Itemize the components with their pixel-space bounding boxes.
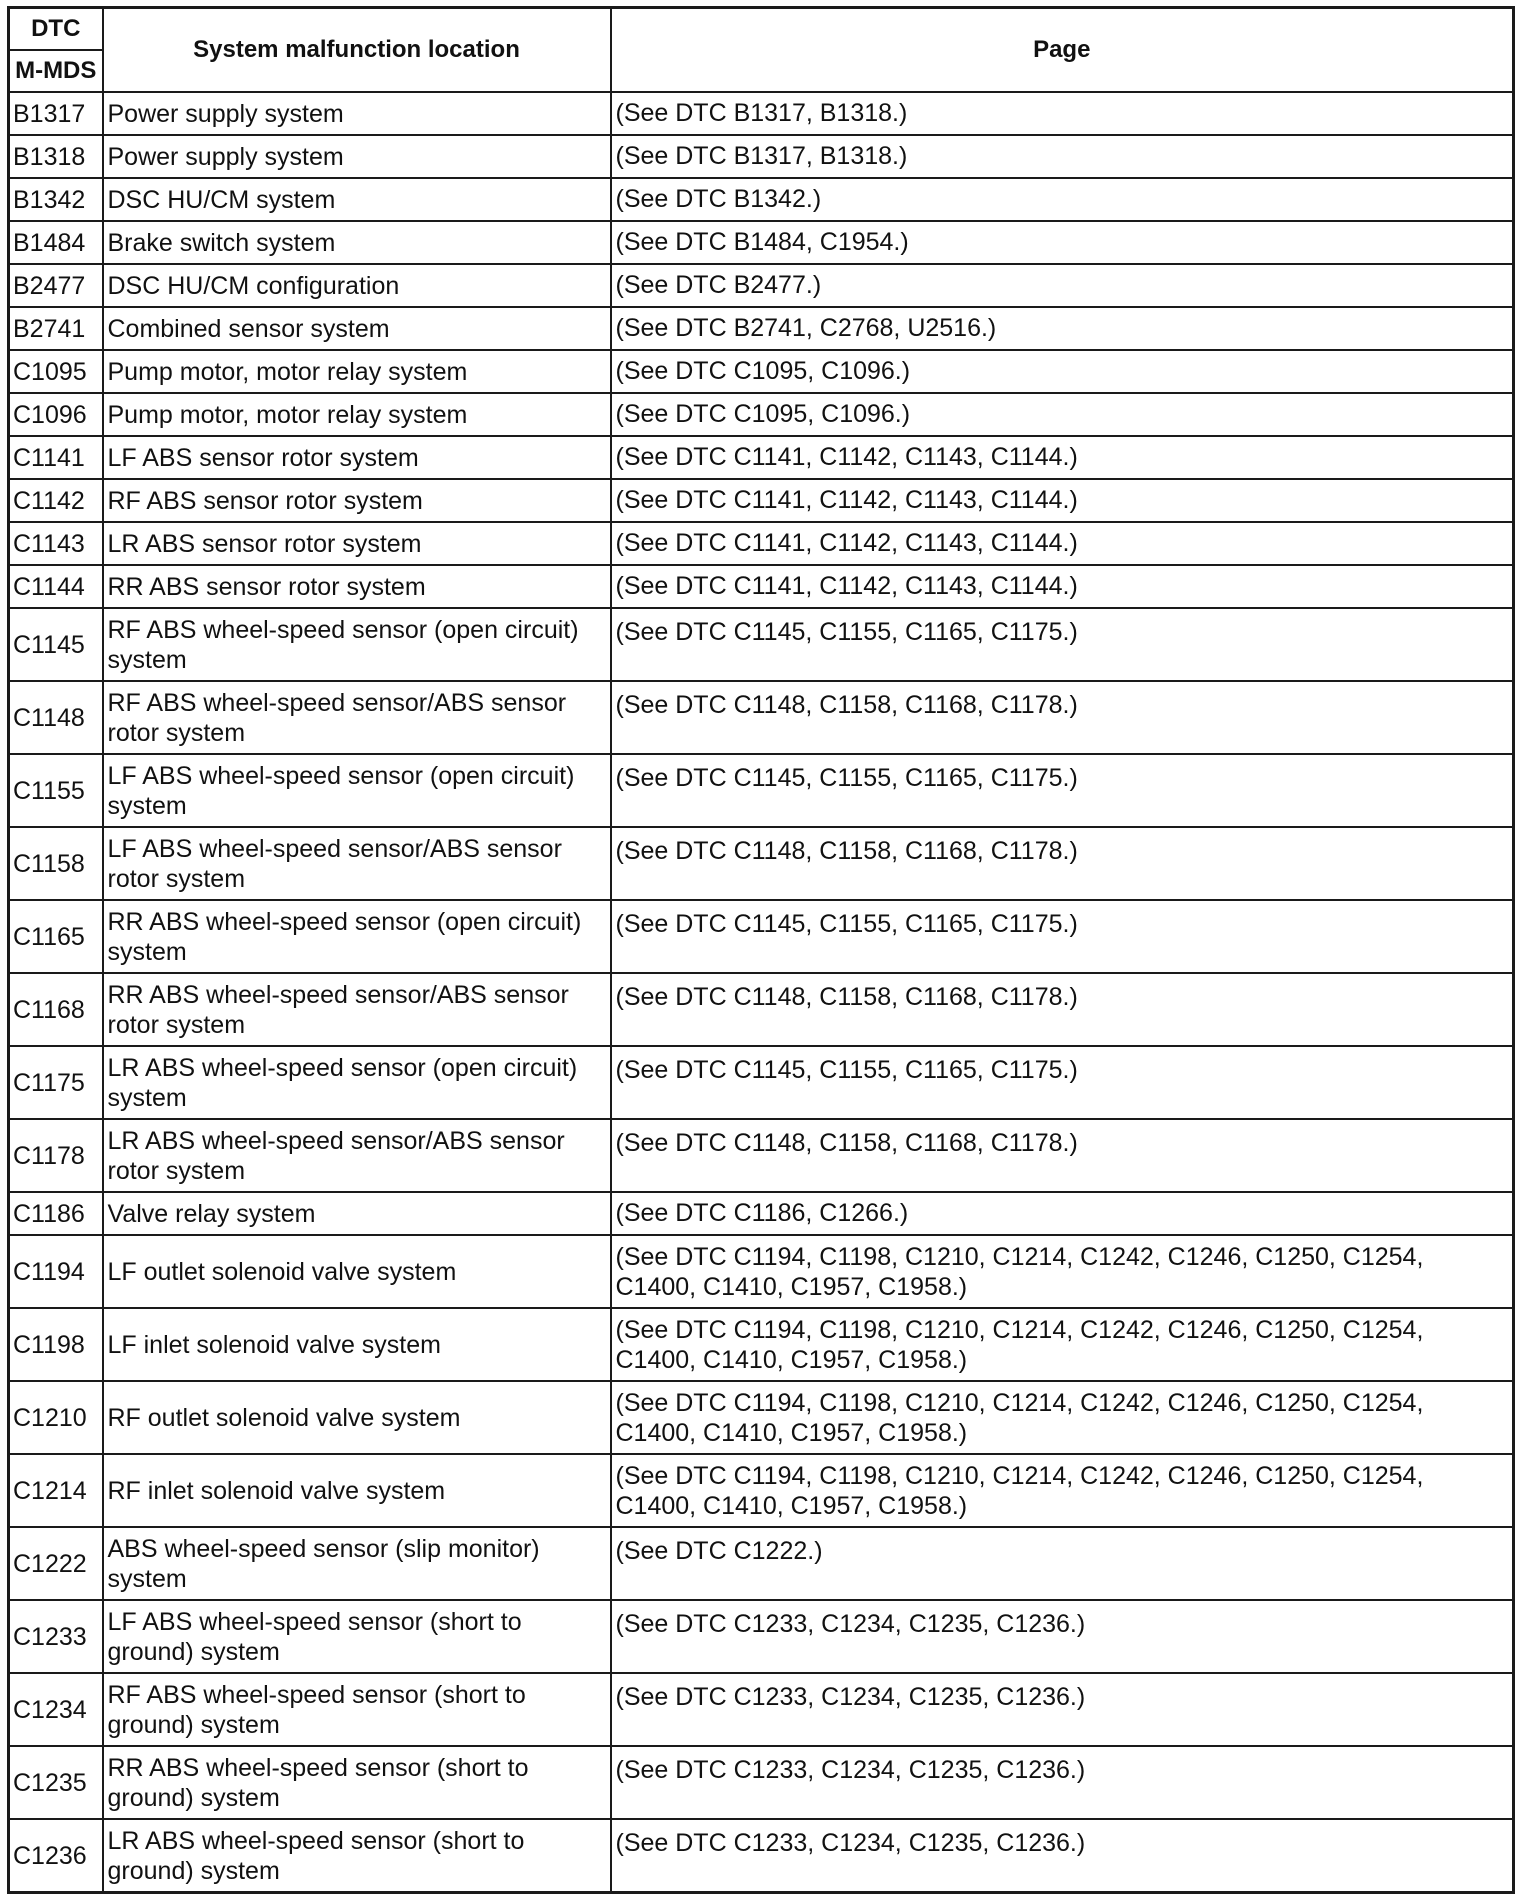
malfunction-location: LF ABS wheel-speed sensor/ABS sensor rotor system bbox=[103, 827, 611, 900]
page-reference: (See DTC C1233, C1234, C1235, C1236.) bbox=[611, 1819, 1514, 1893]
malfunction-location: Valve relay system bbox=[103, 1192, 611, 1235]
malfunction-location: RF outlet solenoid valve system bbox=[103, 1381, 611, 1454]
dtc-code: C1175 bbox=[9, 1046, 103, 1119]
table-row bbox=[9, 350, 1514, 393]
page-reference: (See DTC C1148, C1158, C1168, C1178.) bbox=[611, 1119, 1514, 1192]
table-row bbox=[9, 92, 1514, 135]
malfunction-location: RF ABS sensor rotor system bbox=[103, 479, 611, 522]
dtc-code: C1186 bbox=[9, 1192, 103, 1235]
page-reference: (See DTC C1194, C1198, C1210, C1214, C1242, C1246, C1250, C1254, C1400, C1410, C1957, C1958.) bbox=[611, 1381, 1514, 1454]
malfunction-location: Power supply system bbox=[103, 135, 611, 178]
malfunction-location: RF ABS wheel-speed sensor (open circuit) system bbox=[103, 608, 611, 681]
page-reference: (See DTC C1148, C1158, C1168, C1178.) bbox=[611, 973, 1514, 1046]
malfunction-location: LF inlet solenoid valve system bbox=[103, 1308, 611, 1381]
malfunction-location: LR ABS wheel-speed sensor/ABS sensor rotor system bbox=[103, 1119, 611, 1192]
page-reference: (See DTC C1141, C1142, C1143, C1144.) bbox=[611, 522, 1514, 565]
table-row bbox=[9, 900, 1514, 973]
table-row bbox=[9, 827, 1514, 900]
dtc-code: C1165 bbox=[9, 900, 103, 973]
malfunction-location: RR ABS wheel-speed sensor/ABS sensor rotor system bbox=[103, 973, 611, 1046]
dtc-code: C1194 bbox=[9, 1235, 103, 1308]
table-row bbox=[9, 1192, 1514, 1235]
dtc-code: C1168 bbox=[9, 973, 103, 1046]
malfunction-location: LF ABS wheel-speed sensor (short to ground) system bbox=[103, 1600, 611, 1673]
malfunction-location: Brake switch system bbox=[103, 221, 611, 264]
dtc-code: B2741 bbox=[9, 307, 103, 350]
table-row bbox=[9, 1600, 1514, 1673]
header-location: System malfunction location bbox=[103, 8, 611, 93]
page-reference: (See DTC C1141, C1142, C1143, C1144.) bbox=[611, 565, 1514, 608]
malfunction-location: Combined sensor system bbox=[103, 307, 611, 350]
malfunction-location: RR ABS sensor rotor system bbox=[103, 565, 611, 608]
table-row bbox=[9, 1119, 1514, 1192]
dtc-code: C1155 bbox=[9, 754, 103, 827]
dtc-code: C1145 bbox=[9, 608, 103, 681]
page-reference: (See DTC B1317, B1318.) bbox=[611, 92, 1514, 135]
dtc-code: C1210 bbox=[9, 1381, 103, 1454]
dtc-code: C1141 bbox=[9, 436, 103, 479]
dtc-code: B2477 bbox=[9, 264, 103, 307]
malfunction-location: LF outlet solenoid valve system bbox=[103, 1235, 611, 1308]
malfunction-location: RR ABS wheel-speed sensor (open circuit) system bbox=[103, 900, 611, 973]
table-row bbox=[9, 565, 1514, 608]
table-row bbox=[9, 1235, 1514, 1308]
page-reference: (See DTC C1194, C1198, C1210, C1214, C1242, C1246, C1250, C1254, C1400, C1410, C1957, C1958.) bbox=[611, 1235, 1514, 1308]
page-reference: (See DTC C1233, C1234, C1235, C1236.) bbox=[611, 1673, 1514, 1746]
dtc-code: C1095 bbox=[9, 350, 103, 393]
table-body bbox=[9, 92, 1514, 1893]
page-reference: (See DTC C1148, C1158, C1168, C1178.) bbox=[611, 827, 1514, 900]
dtc-code: C1178 bbox=[9, 1119, 103, 1192]
page-reference: (See DTC B1342.) bbox=[611, 178, 1514, 221]
page-reference: (See DTC C1222.) bbox=[611, 1527, 1514, 1600]
malfunction-location: RF ABS wheel-speed sensor (short to ground) system bbox=[103, 1673, 611, 1746]
table-row bbox=[9, 178, 1514, 221]
malfunction-location: LR ABS wheel-speed sensor (open circuit) system bbox=[103, 1046, 611, 1119]
page-reference: (See DTC B1317, B1318.) bbox=[611, 135, 1514, 178]
dtc-code: C1148 bbox=[9, 681, 103, 754]
dtc-code: C1214 bbox=[9, 1454, 103, 1527]
table-row bbox=[9, 754, 1514, 827]
page-reference: (See DTC C1233, C1234, C1235, C1236.) bbox=[611, 1746, 1514, 1819]
page-reference: (See DTC C1194, C1198, C1210, C1214, C1242, C1246, C1250, C1254, C1400, C1410, C1957, C1958.) bbox=[611, 1454, 1514, 1527]
page-reference: (See DTC C1186, C1266.) bbox=[611, 1192, 1514, 1235]
page-reference: (See DTC C1145, C1155, C1165, C1175.) bbox=[611, 1046, 1514, 1119]
malfunction-location: LR ABS wheel-speed sensor (short to ground) system bbox=[103, 1819, 611, 1893]
dtc-code: C1158 bbox=[9, 827, 103, 900]
dtc-code: C1236 bbox=[9, 1819, 103, 1893]
table-row bbox=[9, 1673, 1514, 1746]
table-row bbox=[9, 681, 1514, 754]
malfunction-location: LF ABS sensor rotor system bbox=[103, 436, 611, 479]
table-row bbox=[9, 522, 1514, 565]
page-reference: (See DTC B2741, C2768, U2516.) bbox=[611, 307, 1514, 350]
malfunction-location: Pump motor, motor relay system bbox=[103, 393, 611, 436]
dtc-code: C1233 bbox=[9, 1600, 103, 1673]
malfunction-location: RF inlet solenoid valve system bbox=[103, 1454, 611, 1527]
table-row bbox=[9, 436, 1514, 479]
malfunction-location: DSC HU/CM configuration bbox=[103, 264, 611, 307]
header-page: Page bbox=[611, 8, 1514, 93]
dtc-code: C1198 bbox=[9, 1308, 103, 1381]
page-reference: (See DTC C1194, C1198, C1210, C1214, C1242, C1246, C1250, C1254, C1400, C1410, C1957, C1958.) bbox=[611, 1308, 1514, 1381]
dtc-code: C1234 bbox=[9, 1673, 103, 1746]
header-mmds: M-MDS bbox=[9, 50, 103, 92]
page-reference: (See DTC C1141, C1142, C1143, C1144.) bbox=[611, 436, 1514, 479]
table-row bbox=[9, 1819, 1514, 1893]
table-row bbox=[9, 135, 1514, 178]
malfunction-location: RR ABS wheel-speed sensor (short to ground) system bbox=[103, 1746, 611, 1819]
page-reference: (See DTC C1145, C1155, C1165, C1175.) bbox=[611, 900, 1514, 973]
dtc-code: B1342 bbox=[9, 178, 103, 221]
table-row bbox=[9, 307, 1514, 350]
malfunction-location: DSC HU/CM system bbox=[103, 178, 611, 221]
dtc-code: C1142 bbox=[9, 479, 103, 522]
table-row bbox=[9, 393, 1514, 436]
malfunction-location: RF ABS wheel-speed sensor/ABS sensor rotor system bbox=[103, 681, 611, 754]
table-row bbox=[9, 264, 1514, 307]
table-row bbox=[9, 1381, 1514, 1454]
malfunction-location: Pump motor, motor relay system bbox=[103, 350, 611, 393]
dtc-code: B1317 bbox=[9, 92, 103, 135]
table-row bbox=[9, 1746, 1514, 1819]
dtc-code: C1222 bbox=[9, 1527, 103, 1600]
table-row bbox=[9, 1308, 1514, 1381]
page-reference: (See DTC B2477.) bbox=[611, 264, 1514, 307]
table-row bbox=[9, 1454, 1514, 1527]
dtc-code: B1484 bbox=[9, 221, 103, 264]
malfunction-location: LF ABS wheel-speed sensor (open circuit) system bbox=[103, 754, 611, 827]
page-reference: (See DTC C1148, C1158, C1168, C1178.) bbox=[611, 681, 1514, 754]
header-dtc: DTC bbox=[9, 8, 103, 51]
dtc-code: C1096 bbox=[9, 393, 103, 436]
table-row bbox=[9, 608, 1514, 681]
table-row bbox=[9, 1046, 1514, 1119]
page-reference: (See DTC C1233, C1234, C1235, C1236.) bbox=[611, 1600, 1514, 1673]
page-reference: (See DTC C1095, C1096.) bbox=[611, 350, 1514, 393]
malfunction-location: LR ABS sensor rotor system bbox=[103, 522, 611, 565]
dtc-table bbox=[7, 6, 1515, 1894]
malfunction-location: Power supply system bbox=[103, 92, 611, 135]
table-row bbox=[9, 221, 1514, 264]
table-row bbox=[9, 1527, 1514, 1600]
table-row bbox=[9, 479, 1514, 522]
dtc-code: C1144 bbox=[9, 565, 103, 608]
dtc-code: C1235 bbox=[9, 1746, 103, 1819]
malfunction-location: ABS wheel-speed sensor (slip monitor) system bbox=[103, 1527, 611, 1600]
page-reference: (See DTC C1145, C1155, C1165, C1175.) bbox=[611, 754, 1514, 827]
page-reference: (See DTC C1145, C1155, C1165, C1175.) bbox=[611, 608, 1514, 681]
dtc-code: B1318 bbox=[9, 135, 103, 178]
page-reference: (See DTC B1484, C1954.) bbox=[611, 221, 1514, 264]
page-reference: (See DTC C1095, C1096.) bbox=[611, 393, 1514, 436]
dtc-code: C1143 bbox=[9, 522, 103, 565]
page-reference: (See DTC C1141, C1142, C1143, C1144.) bbox=[611, 479, 1514, 522]
table-row bbox=[9, 973, 1514, 1046]
